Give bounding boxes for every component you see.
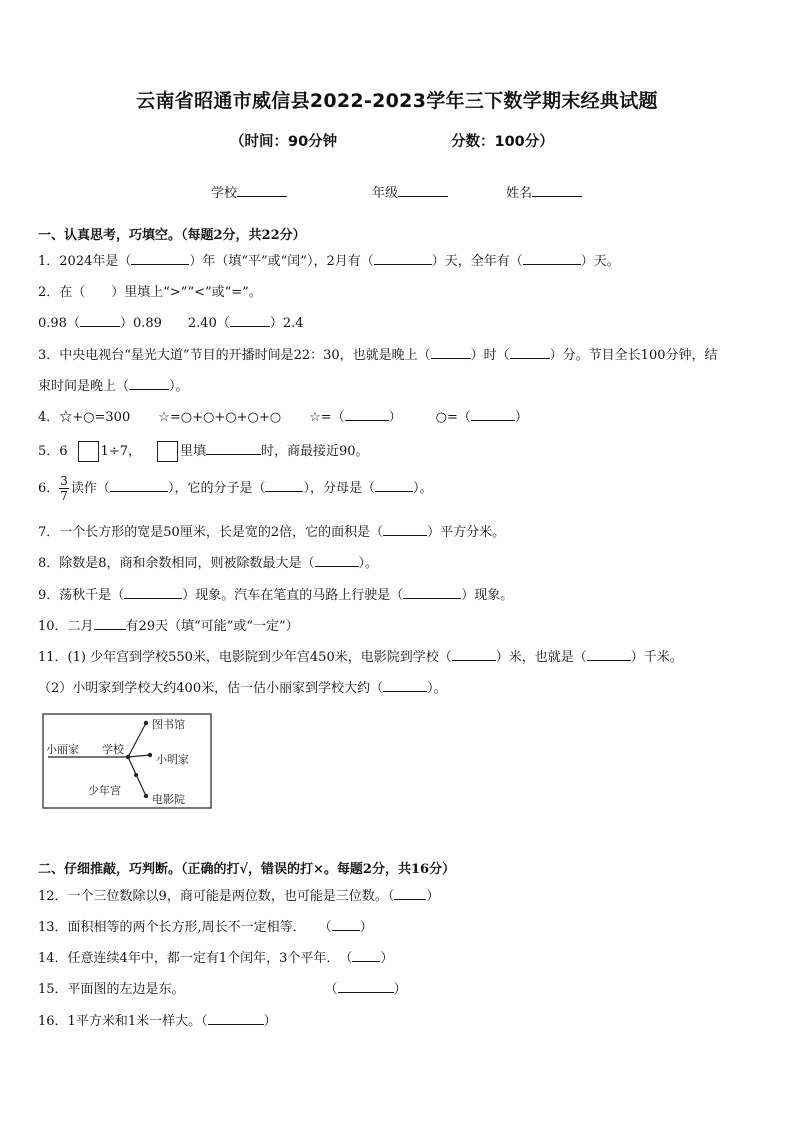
question-3: 3．中央电视台“星光大道”节目的开播时间是22：30，也就是晚上（ ）时（ ）分。节目全长100分钟，结 <box>38 348 718 363</box>
label-xiaoli: 小丽家 <box>46 743 79 756</box>
point-youth <box>134 773 138 777</box>
grade-field <box>372 182 448 201</box>
question-11: 11．(1) 少年宫到学校550米，电影院到少年宫450米，电影院到学校（ ）米，也就是（ ）千米。 <box>38 650 683 665</box>
name-label: 姓名 <box>506 186 533 201</box>
label-xiaoming: 小明家 <box>156 753 189 766</box>
fraction: $\frac{3}{7}$ <box>60 474 68 503</box>
question-2: 2．在（ ）里填上“>”“<”或“=”。 <box>38 285 262 300</box>
question-10: 10．二月 有29天（填“可能”或“一定”） <box>38 619 299 634</box>
name-field <box>506 182 582 201</box>
exam-title: 云南省昭通市威信县2022-2023学年三下数学期末经典试题 <box>136 90 658 112</box>
question-6: 6． $\frac{3}{7}$ 读作（ ），它的分子是（ ），分母是（ ）。 <box>38 474 433 503</box>
label-school: 学校 <box>102 743 124 756</box>
point-xiaoming <box>148 753 152 757</box>
question-1: 1．2024年是（ ）年（填“平”或“闰”），2月有（ ）天，全年有（ ）天。 <box>38 254 620 269</box>
point-school <box>126 755 130 759</box>
question-12: 12．一个三位数除以9，商可能是两位数，也可能是三位数。（ ） <box>38 889 440 904</box>
question-16: 16．1平方米和1米一样大。（ ） <box>38 1014 277 1029</box>
exam-time: （时间：90分钟 <box>230 134 338 150</box>
digit-box[interactable] <box>78 441 99 462</box>
school-field <box>211 182 287 201</box>
label-youth: 少年宫 <box>88 784 121 797</box>
question-8: 8．除数是8，商和余数相同，则被除数最大是（ ）。 <box>38 556 379 571</box>
question-2-items: 0.98（ ）0.89 2.40（ ）2.4 <box>38 316 304 331</box>
question-14: 14．任意连续4年中，都一定有1个闰年，3个平年． （ ） <box>38 951 394 966</box>
section2-heading: 二、仔细推敲，巧判断。（正确的打√，错误的打×。每题2分，共16分） <box>38 862 456 877</box>
digit-box-ref <box>157 441 178 462</box>
question-9: 9．荡秋千是（ ）现象。汽车在笔直的马路上行驶是（ ）现象。 <box>38 588 514 603</box>
name-blank[interactable] <box>532 184 582 197</box>
school-blank[interactable] <box>237 184 287 197</box>
section1-heading: 一、认真思考，巧填空。（每题2分，共22分） <box>38 228 306 243</box>
label-library: 图书馆 <box>152 718 185 731</box>
exam-score: 分数：100分） <box>451 134 554 150</box>
question-3-cont: 束时间是晚上（ ）。 <box>38 379 189 394</box>
question-4: 4．☆+○=300 ☆=○+○+○+○+○ ☆=（ ） ○=（ ） <box>38 410 528 425</box>
question-11-part2: （2）小明家到学校大约400米，估一估小丽家到学校大约（ ）。 <box>38 681 447 696</box>
grade-label: 年级 <box>372 186 399 201</box>
question-15: 15．平面图的左边是东。 （ ） <box>38 982 407 997</box>
point-library <box>144 721 148 725</box>
route-map <box>42 713 214 811</box>
question-5: 5．6 1÷7， 里填 时，商最接近90。 <box>38 440 369 462</box>
question-7: 7．一个长方形的宽是50厘米，长是宽的2倍，它的面积是（ ）平方分米。 <box>38 525 506 540</box>
question-13: 13．面积相等的两个长方形,周长不一定相等． （ ） <box>38 920 373 935</box>
point-cinema <box>144 794 148 798</box>
label-cinema: 电影院 <box>152 793 185 806</box>
school-label: 学校 <box>211 186 238 201</box>
grade-blank[interactable] <box>398 184 448 197</box>
